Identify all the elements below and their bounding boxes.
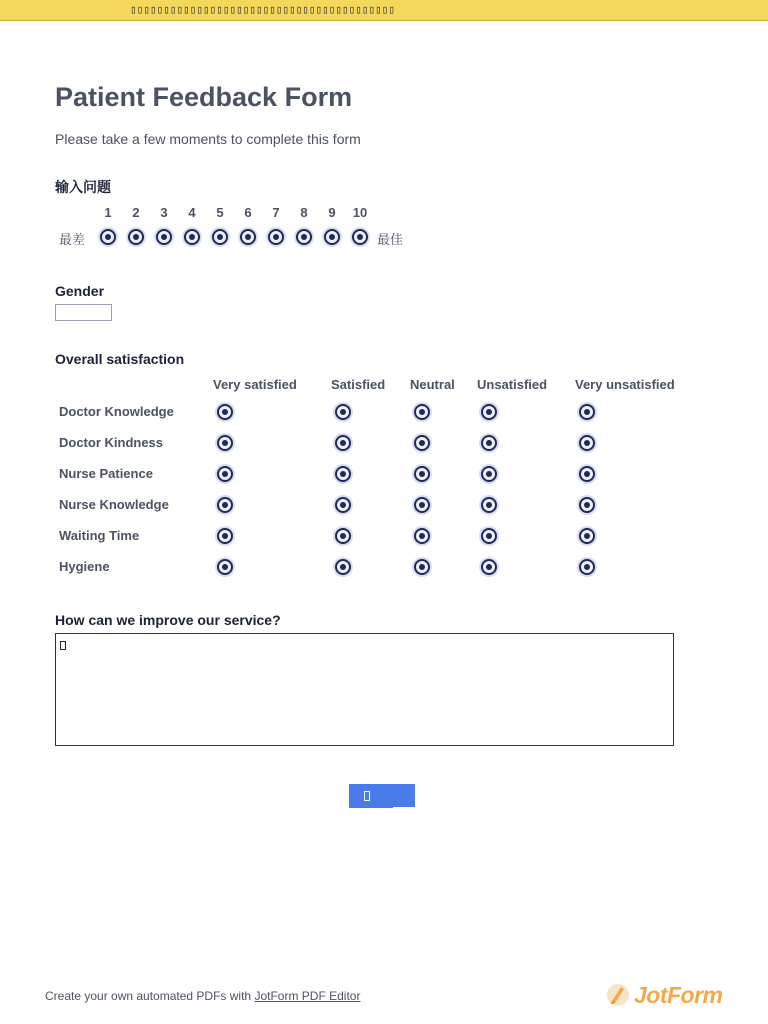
matrix-radio[interactable] [481, 497, 497, 513]
rating-scale-number: 10 [352, 205, 368, 220]
matrix-column-header: Very unsatisfied [575, 377, 675, 392]
missing-glyph-icon [364, 791, 370, 801]
matrix-row-label: Nurse Patience [59, 466, 153, 481]
form-subtitle: Please take a few moments to complete this form [55, 131, 361, 147]
gender-select[interactable] [55, 304, 112, 321]
matrix-radio[interactable] [481, 466, 497, 482]
banner-text: ▯▯▯▯▯▯▯▯▯▯▯▯▯▯▯▯▯▯▯▯▯▯▯▯▯▯▯▯▯▯▯▯▯▯▯▯▯▯▯▯ [130, 3, 395, 16]
matrix-radio[interactable] [414, 528, 430, 544]
matrix-row-label: Doctor Kindness [59, 435, 164, 450]
rating-scale-number: 6 [244, 205, 252, 220]
rating-radio-4[interactable] [184, 229, 200, 245]
rating-high-label: 最佳 [377, 232, 404, 247]
matrix-radio[interactable] [579, 466, 595, 482]
footer-text [45, 989, 360, 1003]
rating-scale-number: 9 [328, 205, 336, 220]
rating-radio-2[interactable] [128, 229, 144, 245]
matrix-radio[interactable] [414, 466, 430, 482]
matrix-radio[interactable] [217, 497, 233, 513]
matrix-radio[interactable] [481, 528, 497, 544]
matrix-radio[interactable] [414, 497, 430, 513]
rating-scale-number: 8 [300, 205, 308, 220]
footer-prefix: Create your own automated PDFs with [45, 989, 255, 1003]
text-cursor-icon [60, 641, 66, 650]
matrix-radio[interactable] [579, 435, 595, 451]
satisfaction-label: Overall satisfaction [55, 351, 185, 367]
matrix-row-label: Hygiene [59, 559, 110, 574]
rating-scale-number: 4 [188, 205, 196, 220]
footer-link[interactable]: JotForm PDF Editor [254, 989, 361, 1003]
jotform-pencil-icon [606, 983, 630, 1007]
submit-button[interactable] [349, 784, 415, 808]
rating-radio-9[interactable] [324, 229, 340, 245]
rating-radio-7[interactable] [268, 229, 284, 245]
matrix-row-label: Doctor Knowledge [59, 404, 174, 419]
rating-radio-10[interactable] [352, 229, 368, 245]
matrix-column-header: Neutral [410, 377, 455, 392]
top-banner [0, 0, 768, 21]
rating-radio-3[interactable] [156, 229, 172, 245]
matrix-radio[interactable] [579, 528, 595, 544]
rating-radio-5[interactable] [212, 229, 228, 245]
matrix-column-header: Unsatisfied [477, 377, 548, 392]
matrix-radio[interactable] [414, 404, 430, 420]
matrix-radio[interactable] [217, 559, 233, 575]
rating-radio-8[interactable] [296, 229, 312, 245]
matrix-row-label: Waiting Time [59, 528, 140, 543]
rating-radio-6[interactable] [240, 229, 256, 245]
form-title: Patient Feedback Form [55, 82, 353, 112]
rating-scale-number: 5 [216, 205, 224, 220]
matrix-radio[interactable] [335, 435, 351, 451]
rating-radio-1[interactable] [100, 229, 116, 245]
matrix-radio[interactable] [414, 559, 430, 575]
jotform-wordmark: JotForm [634, 982, 723, 1008]
rating-low-label: 最差 [59, 232, 86, 247]
matrix-radio[interactable] [579, 404, 595, 420]
matrix-column-header: Satisfied [331, 377, 386, 392]
matrix-radio[interactable] [481, 404, 497, 420]
matrix-radio[interactable] [217, 404, 233, 420]
matrix-radio[interactable] [217, 435, 233, 451]
matrix-radio[interactable] [414, 435, 430, 451]
rating-scale-number: 2 [132, 205, 140, 220]
matrix-radio[interactable] [335, 528, 351, 544]
matrix-radio[interactable] [335, 404, 351, 420]
rating-question-label: 输入问题 [55, 179, 111, 195]
matrix-radio[interactable] [217, 528, 233, 544]
button-notch [393, 807, 415, 809]
improve-label: How can we improve our service? [55, 612, 281, 628]
matrix-radio[interactable] [579, 559, 595, 575]
rating-scale-number: 7 [272, 205, 280, 220]
rating-scale-number: 1 [104, 205, 112, 220]
improve-textarea[interactable] [55, 633, 674, 746]
matrix-radio[interactable] [579, 497, 595, 513]
rating-scale-number: 3 [160, 205, 168, 220]
matrix-row-label: Nurse Knowledge [59, 497, 169, 512]
matrix-radio[interactable] [335, 497, 351, 513]
matrix-radio[interactable] [481, 435, 497, 451]
matrix-column-header: Very satisfied [213, 377, 297, 392]
jotform-logo[interactable] [606, 981, 736, 1011]
matrix-radio[interactable] [217, 466, 233, 482]
matrix-radio[interactable] [335, 466, 351, 482]
matrix-radio[interactable] [481, 559, 497, 575]
matrix-radio[interactable] [335, 559, 351, 575]
gender-label: Gender [55, 283, 105, 299]
